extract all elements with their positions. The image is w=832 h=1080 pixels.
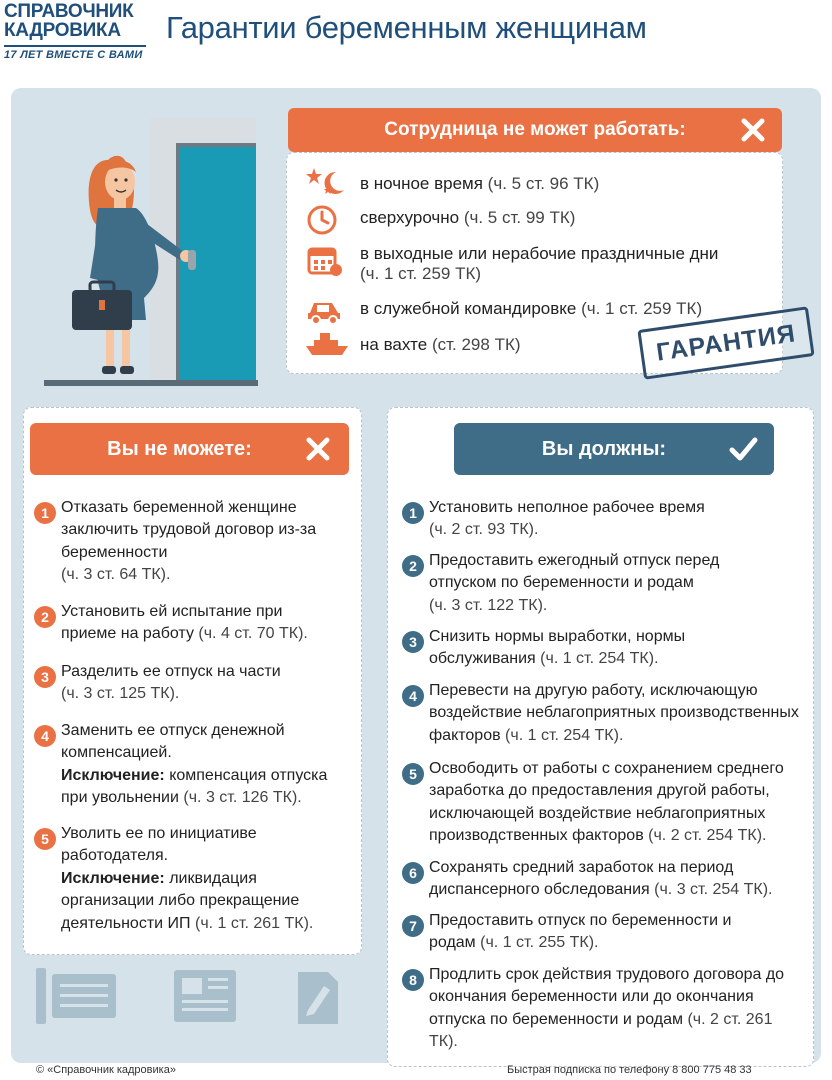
number-badge: 7 <box>402 915 424 937</box>
subscription-phone: Быстрая подписка по телефону 8 800 775 48 33 <box>507 1064 752 1076</box>
number-badge: 2 <box>402 555 424 577</box>
item-ref: (ч. 2 ст. 254 ТК). <box>648 827 767 845</box>
newspaper-icon <box>174 970 236 1022</box>
item-ref: (ч. 3 ст. 64 ТК). <box>61 566 171 584</box>
logo-rule <box>4 45 146 47</box>
restriction-business-trip <box>300 299 702 319</box>
item-text: Освободить от работы с сохранением среднего заработка до предоставления другой работы, исключающей воздействие неблагоприятных производственных факторов <box>429 760 784 845</box>
calendar-icon <box>306 244 348 276</box>
number-badge: 3 <box>34 666 56 688</box>
item-ref: (ч. 2 ст. 93 ТК). <box>429 521 539 539</box>
number-badge: 1 <box>402 502 424 524</box>
item-text: Разделить ее отпуск на части <box>61 663 281 680</box>
exception-label: Исключение: <box>61 869 165 887</box>
clock-icon <box>306 204 348 236</box>
item-ref: (ч. 1 ст. 261 ТК). <box>194 914 314 932</box>
logo-tagline: 17 ЛЕТ ВМЕСТЕ С ВАМИ <box>4 49 143 61</box>
list-item <box>402 910 749 955</box>
ship-icon <box>306 327 348 359</box>
list-item <box>402 758 799 848</box>
item-text: Установить неполное рабочее время <box>429 499 705 516</box>
guarantee-stamp: ГАРАНТИЯ <box>637 306 814 379</box>
number-badge: 8 <box>402 969 424 991</box>
item-text: Предоставить ежегодный отпуск перед отпуском по беременности и родам <box>429 552 720 592</box>
restriction-ref: (ч. 5 ст. 96 ТК) <box>487 174 600 193</box>
restriction-text: в ночное время <box>360 174 483 193</box>
item-text: Заменить ее отпуск денежной компенсацией. <box>61 722 285 762</box>
checkmark-icon <box>728 434 758 464</box>
number-badge: 1 <box>34 502 56 524</box>
restrictions-header <box>288 108 782 152</box>
number-badge: 5 <box>402 763 424 785</box>
pregnant-woman-illustration <box>60 140 220 385</box>
cannot-heading: Вы не можете: <box>107 437 252 460</box>
item-text: Отказать беременной женщине заключить трудовой договор из-за беременности <box>61 499 317 561</box>
item-text: Сохранять средний заработок на период диспансерного обследования <box>429 859 734 899</box>
restriction-ref: (ч. 1 ст. 259 ТК) <box>360 264 482 283</box>
exception-text: компенсация отпуска при увольнении <box>61 766 328 807</box>
restriction-weekends <box>300 244 718 284</box>
item-text: Установить ей испытание при приеме на работу <box>61 603 283 643</box>
list-item <box>402 497 809 542</box>
item-ref: (ч. 1 ст. 254 ТК). <box>505 726 624 744</box>
list-item <box>34 497 321 587</box>
document-pencil-icon <box>298 972 338 1024</box>
list-item <box>402 626 729 671</box>
restriction-night <box>300 174 599 194</box>
logo-line-1: СПРАВОЧНИК <box>4 1 134 22</box>
restrictions-heading: Сотрудница не может работать: <box>384 119 686 140</box>
must-heading: Вы должны: <box>541 437 667 460</box>
page-title: Гарантии беременным женщинам <box>166 10 647 45</box>
list-item <box>34 601 331 646</box>
restriction-ref: (ч. 1 ст. 259 ТК) <box>581 299 703 318</box>
item-ref: (ч. 3 ст. 122 ТК). <box>429 596 548 614</box>
list-item <box>34 720 343 810</box>
restriction-overtime <box>300 208 575 228</box>
exception-text: ликвидация организации либо прекращение деятельности ИП <box>61 869 300 932</box>
must-header <box>454 423 774 475</box>
document-icons <box>36 966 346 1028</box>
item-ref: (ч. 1 ст. 255 ТК). <box>480 934 599 952</box>
number-badge: 5 <box>34 828 56 850</box>
restriction-rotation <box>300 335 521 355</box>
number-badge: 6 <box>402 862 424 884</box>
item-ref: (ч. 3 ст. 125 ТК). <box>61 685 180 703</box>
ruled-notebook-icon <box>36 968 116 1024</box>
cross-icon <box>738 115 768 145</box>
item-ref: (ч. 3 ст. 126 ТК). <box>183 789 302 807</box>
car-icon <box>306 293 348 325</box>
cannot-header <box>30 423 349 475</box>
list-item <box>402 857 799 902</box>
item-ref: (ч. 1 ст. 254 ТК). <box>540 650 659 668</box>
item-text: Снизить нормы выработки, нормы обслуживания <box>429 628 686 668</box>
list-item <box>402 550 769 617</box>
restriction-text: в выходные или нерабочие праздничные дни <box>360 244 719 263</box>
restriction-text: в служебной командировке <box>360 299 577 318</box>
number-badge: 4 <box>34 725 56 747</box>
item-text: Продлить срок действия трудового договора до окончания беременности или до окончания отпуска по беременности и родам <box>429 966 785 1028</box>
cross-icon <box>303 434 333 464</box>
number-badge: 3 <box>402 631 424 653</box>
copyright: © «Справочник кадровика» <box>36 1064 176 1076</box>
item-ref: (ч. 3 ст. 254 ТК). <box>654 881 773 899</box>
number-badge: 4 <box>402 685 424 707</box>
logo-line-2: КАДРОВИКА <box>4 20 121 41</box>
restriction-text: на вахте <box>360 335 428 354</box>
logo <box>4 2 146 61</box>
item-ref: (ч. 2 ст. 261 ТК). <box>429 1010 773 1051</box>
list-item <box>34 661 321 706</box>
item-ref: (ч. 4 ст. 70 ТК). <box>198 625 308 643</box>
item-text: Перевести на другую работу, исключающую воздействие неблагоприятных производственных факторов <box>429 682 799 744</box>
restriction-text: сверхурочно <box>360 208 460 227</box>
restriction-ref: (ч. 5 ст. 99 ТК) <box>463 208 576 227</box>
number-badge: 2 <box>34 606 56 628</box>
list-item <box>402 964 799 1054</box>
list-item <box>402 680 821 747</box>
restriction-ref: (ст. 298 ТК) <box>431 335 521 354</box>
night-icon <box>306 164 348 196</box>
item-text: Предоставить отпуск по беременности и родам <box>429 912 732 952</box>
item-text: Уволить ее по инициативе работодателя. <box>61 825 257 865</box>
list-item <box>34 823 351 935</box>
exception-label: Исключение: <box>61 766 165 784</box>
